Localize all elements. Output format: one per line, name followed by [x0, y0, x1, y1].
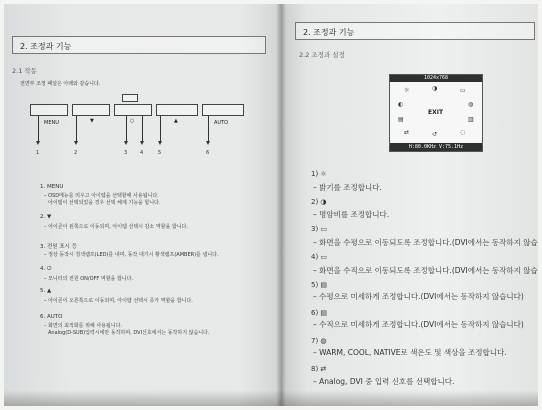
right-item-8-desc: – Analog, DVI 중 입력 신호를 선택합니다.	[313, 377, 455, 386]
left-section-title: 2.1 작동	[12, 67, 37, 75]
right-item-6-title: 6) ▤	[311, 309, 328, 317]
btn-label-2: ▼	[90, 118, 94, 124]
left-item-2-title: 2. ▼	[40, 214, 52, 220]
right-item-7-title: 7) ◍	[311, 337, 327, 345]
left-item-3-line-1: – 정상 동작시 청색램프(LED)를 내며, 동작 대기시 황색램프(AMBER)를 냅니다.	[44, 252, 219, 258]
reset-icon: ↺	[432, 131, 438, 138]
osd-exit: EXIT	[428, 109, 444, 116]
left-intro: 전면부 조정 패널은 아래와 같습니다.	[20, 81, 101, 87]
left-item-1-line-1: – OSD메뉴를 띄우고 아이템을 선택할때 사용됩니다.	[44, 193, 159, 199]
vposition-icon: ◐	[398, 101, 404, 108]
btn-label-5: ▲	[174, 118, 178, 124]
book-gutter	[276, 4, 286, 406]
callout-3: 3	[124, 150, 128, 156]
osd-frequency: H:80.0KHz V:75.1Hz	[390, 143, 482, 151]
right-item-5-desc: – 수평으로 미세하게 조정합니다.(DVI에서는 동작하지 않습니다)	[313, 292, 524, 301]
left-item-4-line-1: – 모니터의 전원 ON/OFF 역할을 합니다.	[44, 276, 134, 282]
left-item-3-title: 3. 전원 표시 등	[40, 244, 78, 250]
auto-button-diagram	[202, 104, 244, 116]
right-item-1-title: 1) ☼	[311, 170, 327, 178]
page-shadow	[4, 390, 538, 406]
left-item-6-title: 6. AUTO	[40, 314, 63, 320]
left-item-6-line-2: Analog(D-SUB)입력시에만 동작하며, DVI신호에서는 동작하지 않습니다.	[48, 330, 210, 336]
left-item-2-line-1: – 아이콘이 왼쪽으로 이동되며, 아이템 선택시 감소 역할을 합니다.	[44, 224, 188, 230]
phase-icon: ▤	[398, 116, 404, 123]
left-item-1-line-2: 아이템이 선택되었을 경우 선택 해제 기능을 합니다.	[48, 200, 161, 206]
manual-photo	[4, 4, 538, 406]
right-item-5-title: 5) ▤	[311, 281, 328, 289]
left-item-1-title: 1. MENU	[40, 184, 64, 190]
right-item-3-title: 3) ▭	[311, 225, 328, 233]
left-header: 2. 조정과 기능	[20, 42, 72, 51]
right-header: 2. 조정과 기능	[303, 28, 355, 37]
right-item-3-desc: – 화면을 수평으로 이동되도록 조정합니다.(DVI에서는 동작하지 않습	[313, 238, 538, 247]
osd-resolution: 1024x768	[390, 75, 482, 82]
clock-icon: ▥	[468, 116, 474, 123]
callout-6: 6	[206, 150, 210, 156]
contrast-icon: ◑	[432, 85, 438, 92]
right-item-2-title: 2) ◑	[311, 198, 327, 206]
left-page	[4, 4, 282, 406]
left-item-5-line-1: – 아이콘이 오른쪽으로 이동되며, 아이템 선택시 증가 역할을 합니다.	[44, 298, 193, 304]
brightness-icon: ☼	[404, 87, 410, 94]
callout-1: 1	[36, 150, 40, 156]
right-item-1-desc: – 밝기를 조정합니다.	[313, 183, 382, 192]
right-section-title: 2.2 조정과 설정	[299, 51, 345, 59]
right-item-2-desc: – 명암비를 조정합니다.	[313, 210, 390, 219]
callout-5: 5	[158, 150, 162, 156]
btn-label-1: MENU	[44, 120, 59, 126]
osd-menu-image	[389, 74, 483, 152]
power-button-diagram	[114, 104, 152, 116]
right-item-4-title: 4) ▭	[311, 253, 328, 261]
right-item-7-desc: – WARM, COOL, NATIVE로 색온도 및 색상을 조정합니다.	[313, 348, 507, 357]
left-item-6-line-1: – 화면의 최적화를 위해 사용됩니다.	[44, 323, 123, 329]
color-icon: ◍	[468, 101, 474, 108]
menu-button-diagram	[30, 104, 68, 116]
left-item-5-title: 5. ▲	[40, 288, 52, 294]
btn-label-3: ○	[130, 118, 135, 124]
right-item-4-desc: – 화면을 수직으로 이동되도록 조정합니다.(DVI에서는 동작하지 않습	[313, 266, 538, 275]
up-button-diagram	[156, 104, 198, 116]
right-item-6-desc: – 수직으로 미세하게 조정합니다.(DVI에서는 동작하지 않습니다)	[313, 320, 524, 329]
hposition-icon: ▭	[460, 87, 466, 94]
down-button-diagram	[72, 104, 110, 116]
right-page	[281, 4, 538, 406]
right-item-8-title: 8) ⇄	[311, 365, 327, 373]
callout-4: 4	[140, 150, 144, 156]
language-icon: ◌	[460, 129, 466, 136]
left-item-4-title: 4. ⏻	[40, 266, 52, 272]
input-icon: ⇄	[404, 129, 410, 136]
callout-2: 2	[74, 150, 78, 156]
btn-label-6: AUTO	[214, 120, 229, 126]
power-led-box	[122, 94, 138, 102]
